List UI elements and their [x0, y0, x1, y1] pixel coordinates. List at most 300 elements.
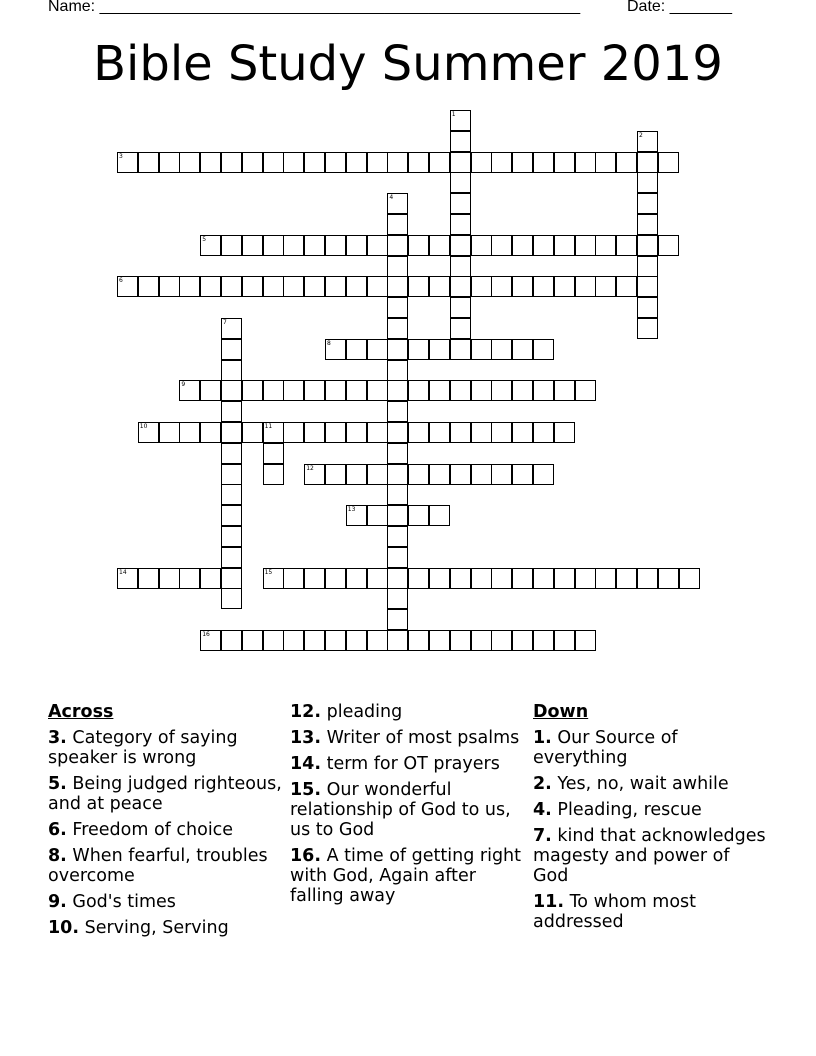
grid-cell[interactable] — [471, 380, 492, 401]
grid-cell[interactable] — [387, 256, 408, 277]
grid-cell[interactable] — [491, 276, 512, 297]
cell-number: 10 — [139, 423, 148, 430]
grid-cell[interactable] — [471, 630, 492, 651]
clue-item — [48, 918, 283, 938]
cell-number: 15 — [264, 568, 273, 576]
grid-cell[interactable] — [387, 505, 408, 526]
grid-cell[interactable] — [346, 276, 367, 297]
cell-number: 16 — [202, 631, 210, 638]
grid-cell[interactable] — [616, 235, 637, 256]
clue-number: 7. — [533, 826, 552, 846]
grid-cell[interactable] — [325, 380, 346, 401]
grid-cell[interactable] — [283, 276, 304, 297]
clue-text: Pleading, rescue — [557, 800, 702, 820]
grid-cell[interactable] — [387, 630, 408, 651]
clue-number: 15. — [290, 780, 322, 800]
clue-item — [533, 826, 768, 886]
grid-cell[interactable] — [221, 318, 242, 339]
grid-cell[interactable] — [554, 630, 575, 651]
clue-number: 3. — [48, 728, 67, 748]
grid-cell[interactable] — [637, 256, 658, 277]
grid-cell[interactable] — [491, 464, 512, 485]
clue-column-1 — [48, 702, 283, 944]
grid-cell[interactable] — [283, 380, 304, 401]
grid-cell[interactable] — [387, 401, 408, 422]
grid-cell[interactable] — [283, 235, 304, 256]
cell-number: 14 — [119, 568, 127, 576]
grid-cell[interactable] — [221, 464, 242, 485]
grid-cell[interactable] — [221, 339, 242, 360]
grid-cell[interactable] — [221, 422, 242, 443]
grid-cell[interactable] — [387, 360, 408, 381]
grid-cell[interactable] — [221, 547, 242, 568]
grid-cell[interactable] — [512, 276, 533, 297]
grid-cell[interactable] — [367, 339, 388, 360]
grid-cell[interactable] — [242, 380, 263, 401]
grid-cell[interactable] — [575, 276, 596, 297]
grid-cell[interactable] — [450, 256, 471, 277]
grid-cell[interactable] — [325, 630, 346, 651]
grid-cell[interactable] — [221, 401, 242, 422]
grid-cell[interactable] — [263, 276, 284, 297]
grid-cell[interactable] — [138, 568, 159, 589]
grid-cell[interactable] — [450, 568, 471, 589]
grid-cell[interactable] — [512, 568, 533, 589]
grid-cell[interactable] — [512, 380, 533, 401]
grid-cell[interactable] — [512, 464, 533, 485]
grid-cell[interactable] — [346, 464, 367, 485]
cell-number: 9 — [181, 381, 186, 389]
grid-cell[interactable] — [304, 235, 325, 256]
clue-text: A time of getting right with God, Again after falling away — [290, 846, 521, 906]
grid-cell[interactable] — [159, 276, 180, 297]
grid-cell[interactable] — [263, 235, 284, 256]
grid-cell[interactable] — [533, 422, 554, 443]
grid-cell[interactable] — [263, 152, 284, 173]
grid-cell[interactable] — [387, 464, 408, 485]
grid-cell[interactable] — [346, 235, 367, 256]
grid-cell[interactable] — [159, 152, 180, 173]
grid-cell[interactable] — [200, 380, 221, 401]
clue-text: God's times — [72, 892, 176, 912]
grid-cell[interactable] — [471, 339, 492, 360]
grid-cell[interactable] — [242, 630, 263, 651]
grid-cell[interactable] — [138, 152, 159, 173]
grid-cell[interactable] — [491, 235, 512, 256]
clue-text: Yes, no, wait awhile — [557, 774, 729, 794]
grid-cell[interactable] — [221, 568, 242, 589]
grid-cell[interactable] — [429, 422, 450, 443]
grid-cell[interactable] — [387, 568, 408, 589]
grid-cell[interactable] — [637, 276, 658, 297]
grid-cell[interactable] — [450, 464, 471, 485]
clue-number: 14. — [290, 754, 322, 774]
clue-column-3 — [533, 702, 768, 938]
clue-text: Our wonderful relationship of God to us, us to God — [290, 780, 511, 840]
grid-cell[interactable] — [491, 152, 512, 173]
grid-cell[interactable] — [533, 152, 554, 173]
grid-cell[interactable] — [221, 152, 242, 173]
grid-cell[interactable] — [263, 443, 284, 464]
grid-cell[interactable] — [429, 630, 450, 651]
grid-cell[interactable] — [429, 276, 450, 297]
grid-cell[interactable] — [387, 547, 408, 568]
grid-cell[interactable] — [450, 193, 471, 214]
grid-cell[interactable] — [200, 276, 221, 297]
grid-cell[interactable] — [429, 464, 450, 485]
grid-cell[interactable] — [221, 484, 242, 505]
grid-cell[interactable] — [221, 235, 242, 256]
clue-section-heading: Down — [533, 702, 589, 722]
grid-cell[interactable] — [533, 339, 554, 360]
grid-cell[interactable] — [408, 464, 429, 485]
grid-cell[interactable] — [387, 152, 408, 173]
grid-cell[interactable] — [450, 110, 471, 131]
grid-cell[interactable] — [325, 568, 346, 589]
grid-cell[interactable] — [554, 276, 575, 297]
grid-cell[interactable] — [450, 339, 471, 360]
grid-cell[interactable] — [367, 152, 388, 173]
grid-cell[interactable] — [367, 464, 388, 485]
grid-cell[interactable] — [512, 235, 533, 256]
grid-cell[interactable] — [367, 380, 388, 401]
clue-number: 2. — [533, 774, 552, 794]
grid-cell[interactable] — [637, 318, 658, 339]
grid-cell[interactable] — [263, 630, 284, 651]
clue-text: term for OT prayers — [326, 754, 500, 774]
clue-item — [533, 892, 768, 932]
grid-cell[interactable] — [159, 568, 180, 589]
grid-cell[interactable] — [408, 568, 429, 589]
grid-cell[interactable] — [200, 235, 221, 256]
grid-cell[interactable] — [304, 276, 325, 297]
grid-cell[interactable] — [346, 422, 367, 443]
grid-cell[interactable] — [554, 422, 575, 443]
grid-cell[interactable] — [491, 380, 512, 401]
grid-cell[interactable] — [304, 568, 325, 589]
grid-cell[interactable] — [408, 235, 429, 256]
grid-cell[interactable] — [429, 505, 450, 526]
grid-cell[interactable] — [658, 568, 679, 589]
grid-cell[interactable] — [533, 630, 554, 651]
clue-number: 10. — [48, 918, 80, 938]
grid-cell[interactable] — [658, 152, 679, 173]
grid-cell[interactable] — [367, 276, 388, 297]
grid-cell[interactable] — [512, 152, 533, 173]
grid-cell[interactable] — [450, 214, 471, 235]
grid-cell[interactable] — [658, 235, 679, 256]
grid-cell[interactable] — [387, 193, 408, 214]
grid-cell[interactable] — [387, 484, 408, 505]
grid-cell[interactable] — [221, 588, 242, 609]
grid-cell[interactable] — [575, 380, 596, 401]
grid-cell[interactable] — [637, 172, 658, 193]
grid-cell[interactable] — [450, 318, 471, 339]
grid-cell[interactable] — [637, 297, 658, 318]
grid-cell[interactable] — [138, 422, 159, 443]
grid-cell[interactable] — [242, 422, 263, 443]
grid-cell[interactable] — [367, 505, 388, 526]
grid-cell[interactable] — [533, 568, 554, 589]
grid-cell[interactable] — [200, 422, 221, 443]
grid-cell[interactable] — [387, 609, 408, 630]
grid-cell[interactable] — [512, 339, 533, 360]
grid-cell[interactable] — [408, 152, 429, 173]
grid-cell[interactable] — [304, 380, 325, 401]
grid-cell[interactable] — [616, 152, 637, 173]
grid-cell[interactable] — [450, 297, 471, 318]
clue-section-heading: Across — [48, 702, 114, 722]
grid-cell[interactable] — [263, 380, 284, 401]
clue-number: 13. — [290, 728, 322, 748]
grid-cell[interactable] — [200, 152, 221, 173]
grid-cell[interactable] — [471, 464, 492, 485]
grid-cell[interactable] — [221, 380, 242, 401]
clue-text: Our Source of everything — [533, 728, 678, 768]
clue-item — [290, 754, 525, 774]
grid-cell[interactable] — [283, 568, 304, 589]
clue-item — [533, 800, 768, 820]
grid-cell[interactable] — [637, 214, 658, 235]
grid-cell[interactable] — [367, 235, 388, 256]
clue-item — [533, 728, 768, 768]
grid-cell[interactable] — [533, 380, 554, 401]
grid-cell[interactable] — [221, 630, 242, 651]
grid-cell[interactable] — [554, 380, 575, 401]
grid-cell[interactable] — [221, 505, 242, 526]
grid-cell[interactable] — [179, 152, 200, 173]
grid-cell[interactable] — [325, 276, 346, 297]
grid-cell[interactable] — [346, 630, 367, 651]
grid-cell[interactable] — [429, 235, 450, 256]
grid-cell[interactable] — [616, 276, 637, 297]
grid-cell[interactable] — [346, 339, 367, 360]
grid-cell[interactable] — [450, 276, 471, 297]
grid-cell[interactable] — [471, 235, 492, 256]
grid-cell[interactable] — [387, 214, 408, 235]
clue-number: 4. — [533, 800, 552, 820]
grid-cell[interactable] — [637, 568, 658, 589]
clue-column-2 — [290, 702, 525, 912]
name-line: Name: ______________________________________________________ — [48, 0, 581, 15]
grid-cell[interactable] — [263, 464, 284, 485]
grid-cell[interactable] — [595, 152, 616, 173]
clue-text: Writer of most psalms — [326, 728, 520, 748]
grid-cell[interactable] — [283, 422, 304, 443]
grid-cell[interactable] — [450, 131, 471, 152]
grid-cell[interactable] — [159, 422, 180, 443]
grid-cell[interactable] — [512, 630, 533, 651]
grid-cell[interactable] — [471, 152, 492, 173]
grid-cell[interactable] — [387, 526, 408, 547]
cell-number: 13 — [347, 506, 356, 514]
grid-cell[interactable] — [387, 235, 408, 256]
grid-cell[interactable] — [346, 152, 367, 173]
grid-cell[interactable] — [221, 276, 242, 297]
grid-cell[interactable] — [679, 568, 700, 589]
grid-cell[interactable] — [367, 422, 388, 443]
grid-cell[interactable] — [491, 568, 512, 589]
grid-cell[interactable] — [616, 568, 637, 589]
grid-cell[interactable] — [263, 422, 284, 443]
grid-cell[interactable] — [387, 380, 408, 401]
clue-number: 6. — [48, 820, 67, 840]
clue-item — [290, 702, 525, 722]
grid-cell[interactable] — [179, 380, 200, 401]
grid-cell[interactable] — [200, 630, 221, 651]
cell-number: 2 — [639, 131, 643, 139]
grid-cell[interactable] — [387, 276, 408, 297]
grid-cell[interactable] — [387, 588, 408, 609]
grid-cell[interactable] — [595, 235, 616, 256]
grid-cell[interactable] — [637, 235, 658, 256]
grid-cell[interactable] — [325, 422, 346, 443]
grid-cell[interactable] — [325, 339, 346, 360]
grid-cell[interactable] — [533, 235, 554, 256]
clue-number: 5. — [48, 774, 67, 794]
clue-text: Serving, Serving — [84, 918, 229, 938]
grid-cell[interactable] — [304, 464, 325, 485]
grid-cell[interactable] — [491, 630, 512, 651]
grid-cell[interactable] — [179, 422, 200, 443]
clue-text: To whom most addressed — [533, 892, 697, 932]
grid-cell[interactable] — [117, 276, 138, 297]
grid-cell[interactable] — [325, 464, 346, 485]
grid-cell[interactable] — [304, 422, 325, 443]
grid-cell[interactable] — [242, 235, 263, 256]
grid-cell[interactable] — [408, 276, 429, 297]
clue-item — [290, 846, 525, 906]
grid-cell[interactable] — [387, 443, 408, 464]
clue-item — [290, 728, 525, 748]
clue-number: 12. — [290, 702, 322, 722]
date-line: Date: _______ — [627, 0, 732, 15]
grid-cell[interactable] — [283, 152, 304, 173]
clue-item — [48, 820, 283, 840]
grid-cell[interactable] — [429, 568, 450, 589]
grid-cell[interactable] — [429, 339, 450, 360]
grid-cell[interactable] — [595, 568, 616, 589]
grid-cell[interactable] — [179, 568, 200, 589]
grid-cell[interactable] — [575, 152, 596, 173]
grid-cell[interactable] — [575, 235, 596, 256]
grid-cell[interactable] — [429, 152, 450, 173]
grid-cell[interactable] — [263, 568, 284, 589]
grid-cell[interactable] — [304, 152, 325, 173]
grid-cell[interactable] — [450, 152, 471, 173]
grid-cell[interactable] — [117, 152, 138, 173]
cell-number: 11 — [264, 423, 273, 430]
grid-cell[interactable] — [221, 526, 242, 547]
grid-cell[interactable] — [429, 380, 450, 401]
grid-cell[interactable] — [387, 339, 408, 360]
grid-cell[interactable] — [575, 630, 596, 651]
cell-number: 12 — [306, 464, 314, 472]
grid-cell[interactable] — [221, 443, 242, 464]
grid-cell[interactable] — [283, 630, 304, 651]
clue-item — [533, 774, 768, 794]
grid-cell[interactable] — [575, 568, 596, 589]
grid-cell[interactable] — [450, 380, 471, 401]
clue-item — [48, 774, 283, 814]
grid-cell[interactable] — [471, 276, 492, 297]
grid-cell[interactable] — [242, 276, 263, 297]
grid-cell[interactable] — [408, 505, 429, 526]
grid-cell[interactable] — [471, 568, 492, 589]
grid-cell[interactable] — [491, 339, 512, 360]
grid-cell[interactable] — [450, 235, 471, 256]
grid-cell[interactable] — [221, 360, 242, 381]
grid-cell[interactable] — [637, 193, 658, 214]
clue-text: pleading — [326, 702, 403, 722]
grid-cell[interactable] — [408, 380, 429, 401]
grid-cell[interactable] — [325, 152, 346, 173]
grid-cell[interactable] — [242, 152, 263, 173]
grid-cell[interactable] — [450, 422, 471, 443]
grid-cell[interactable] — [450, 172, 471, 193]
clue-number: 11. — [533, 892, 565, 912]
grid-cell[interactable] — [554, 152, 575, 173]
grid-cell[interactable] — [637, 152, 658, 173]
clue-item — [290, 780, 525, 840]
cell-number: 4 — [389, 194, 394, 202]
grid-cell[interactable] — [408, 422, 429, 443]
grid-cell[interactable] — [179, 276, 200, 297]
clue-text: Being judged righteous, and at peace — [48, 774, 282, 814]
grid-cell[interactable] — [304, 630, 325, 651]
grid-cell[interactable] — [387, 318, 408, 339]
grid-cell[interactable] — [554, 568, 575, 589]
grid-cell[interactable] — [533, 276, 554, 297]
cell-number: 6 — [119, 277, 123, 285]
grid-cell[interactable] — [138, 276, 159, 297]
grid-cell[interactable] — [408, 339, 429, 360]
grid-cell[interactable] — [491, 422, 512, 443]
grid-cell[interactable] — [325, 235, 346, 256]
clue-number: 9. — [48, 892, 67, 912]
grid-cell[interactable] — [200, 568, 221, 589]
grid-cell[interactable] — [346, 380, 367, 401]
clue-text: Category of saying speaker is wrong — [48, 728, 238, 768]
grid-cell[interactable] — [533, 464, 554, 485]
grid-cell[interactable] — [595, 276, 616, 297]
grid-cell[interactable] — [367, 568, 388, 589]
cell-number: 5 — [202, 235, 207, 243]
cell-number: 7 — [223, 319, 227, 326]
grid-cell[interactable] — [387, 297, 408, 318]
cell-number: 1 — [451, 111, 456, 118]
grid-cell[interactable] — [346, 505, 367, 526]
grid-cell[interactable] — [637, 131, 658, 152]
grid-cell[interactable] — [471, 422, 492, 443]
clue-text: Freedom of choice — [72, 820, 234, 840]
grid-cell[interactable] — [450, 630, 471, 651]
clue-number: 16. — [290, 846, 322, 866]
clue-item — [48, 728, 283, 768]
clue-text: When fearful, troubles overcome — [48, 846, 268, 886]
grid-cell[interactable] — [117, 568, 138, 589]
grid-cell[interactable] — [554, 235, 575, 256]
grid-cell[interactable] — [346, 568, 367, 589]
page-title: Bible Study Summer 2019 — [93, 36, 723, 92]
clue-number: 1. — [533, 728, 552, 748]
grid-cell[interactable] — [387, 422, 408, 443]
grid-cell[interactable] — [408, 630, 429, 651]
grid-cell[interactable] — [367, 630, 388, 651]
clue-number: 8. — [48, 846, 67, 866]
clue-item — [48, 892, 283, 912]
grid-cell[interactable] — [512, 422, 533, 443]
